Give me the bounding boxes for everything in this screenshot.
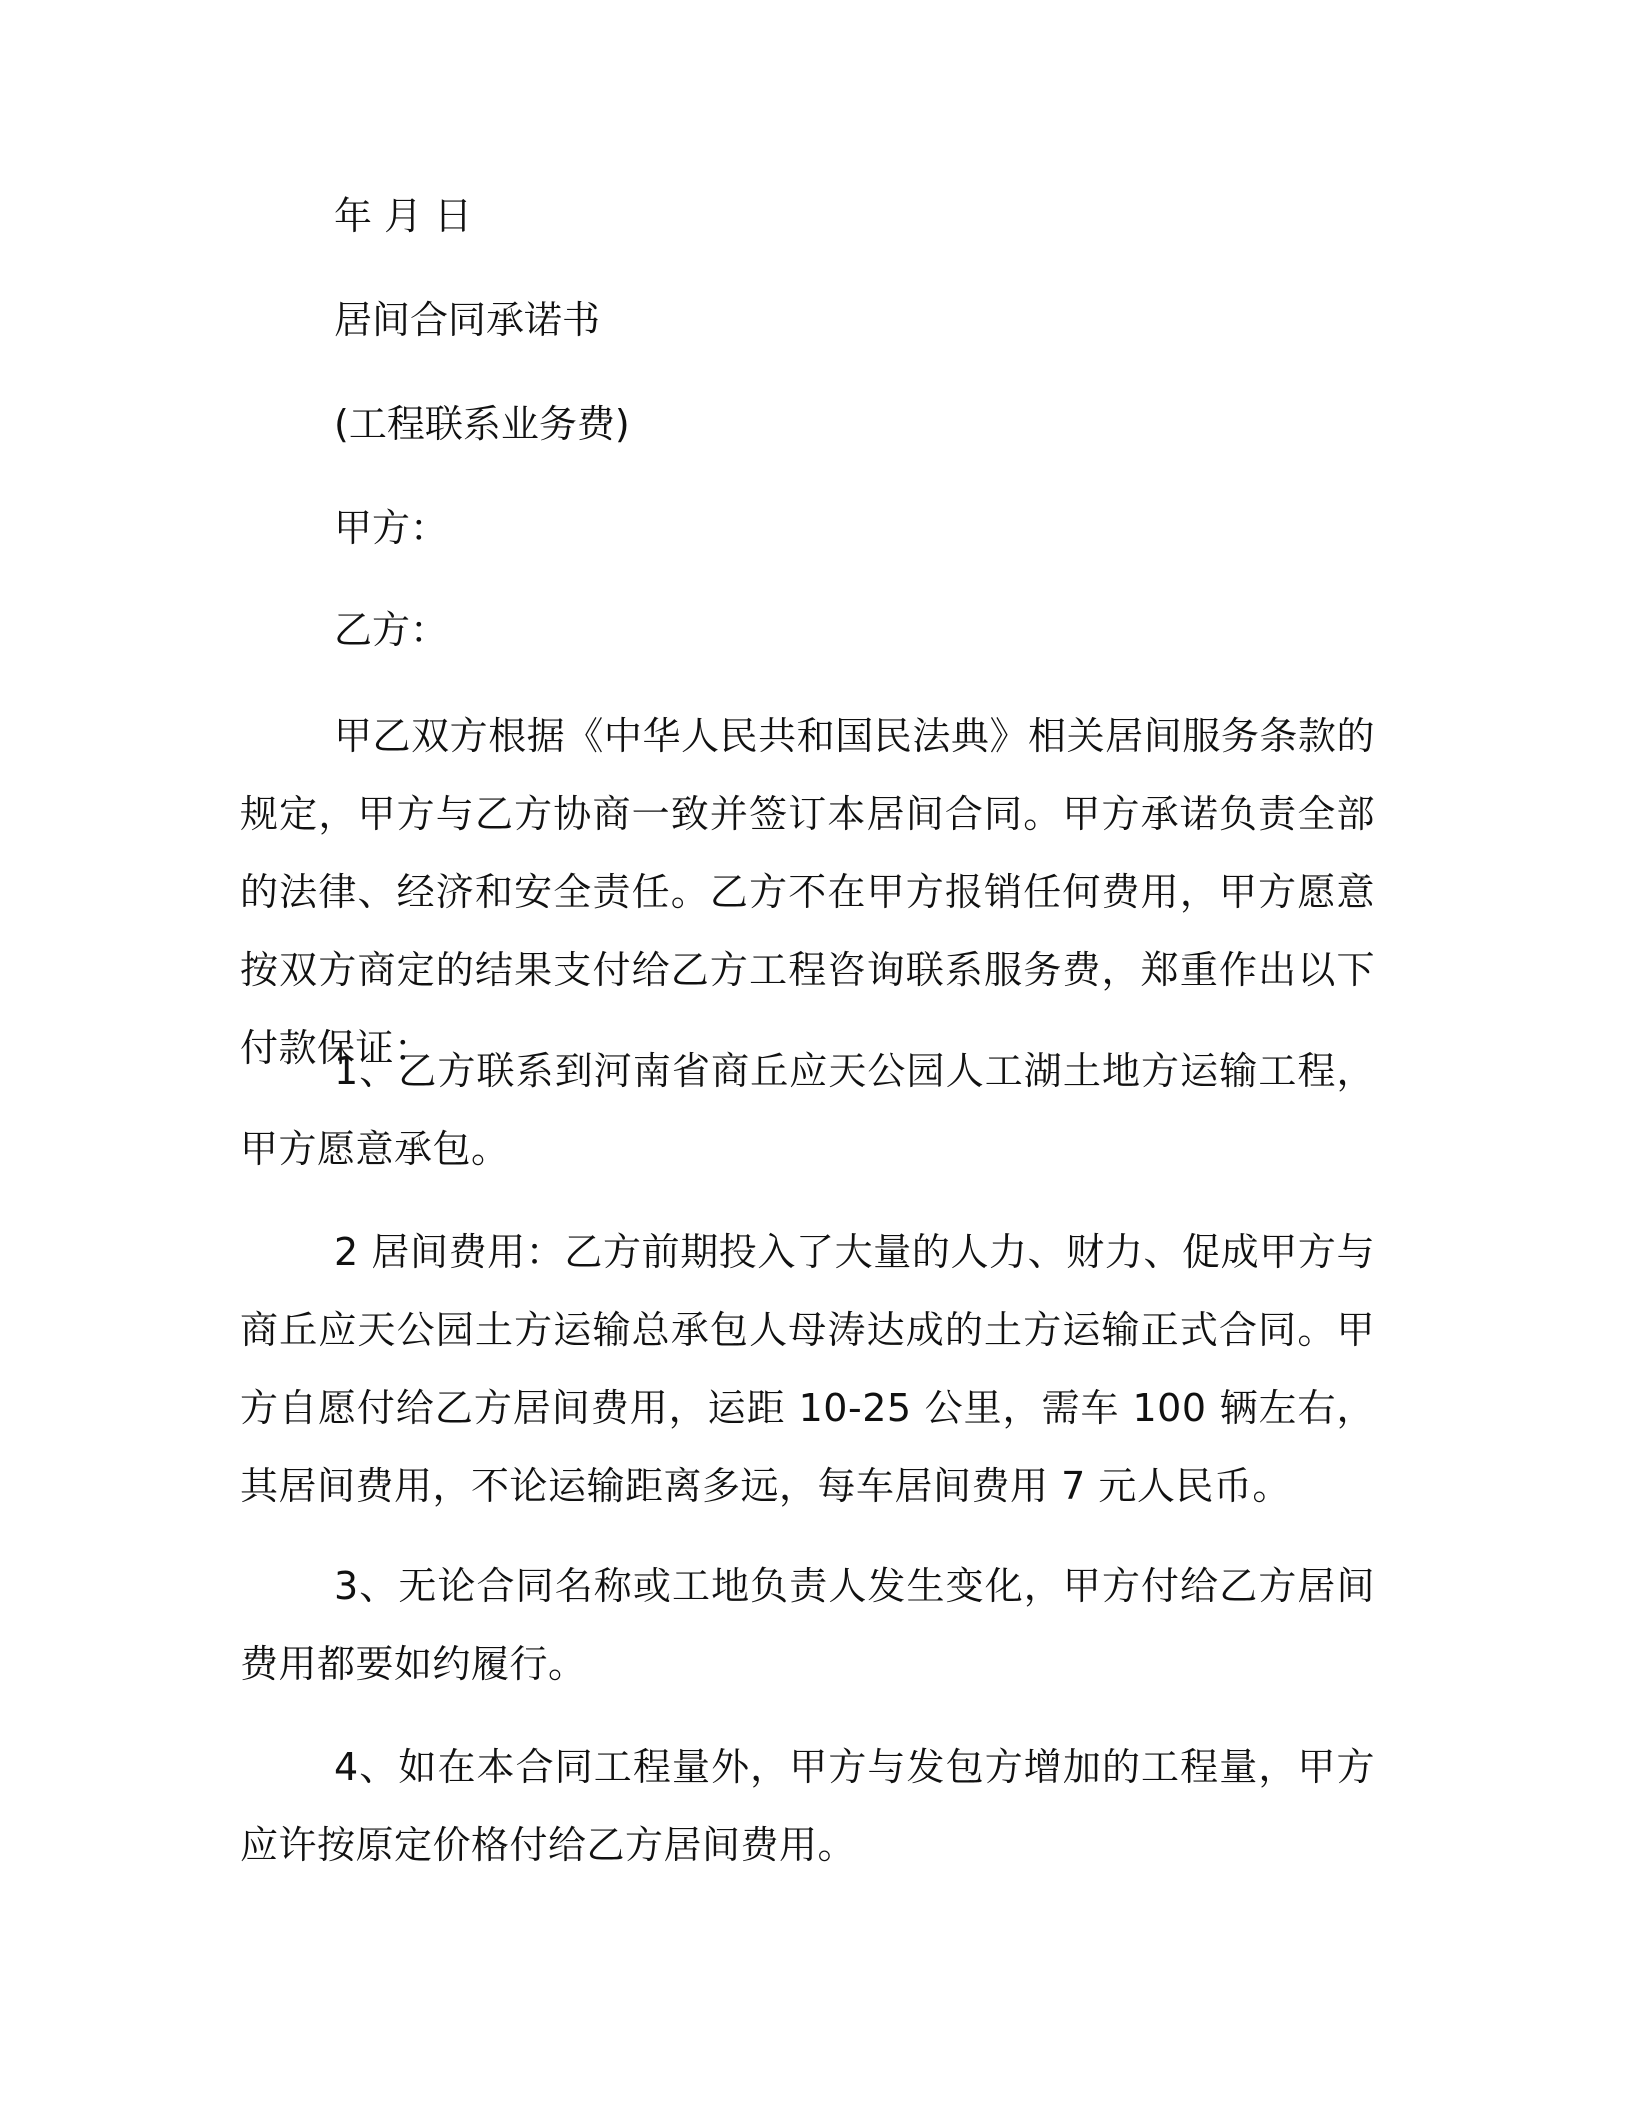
date-line: 年 月 日 <box>334 194 473 238</box>
clause-1: 1、乙方联系到河南省商丘应天公园人工湖土地方运输工程，甲方愿意承包。 <box>240 1049 1375 1171</box>
clause-3: 3、无论合同名称或工地负责人发生变化，甲方付给乙方居间费用都要如约履行。 <box>240 1564 1375 1686</box>
document-title: 居间合同承诺书 <box>334 298 601 342</box>
intro-paragraph: 甲乙双方根据《中华人民共和国民法典》相关居间服务条款的规定，甲方与乙方协商一致并签订本居间合同。甲方承诺负责全部的法律、经济和安全责任。乙方不在甲方报销任何费用，甲方愿意按双方商定的结果支付给乙方工程咨询联系服务费，郑重作出以下付款保证： <box>240 714 1375 1070</box>
document-subtitle: (工程联系业务费) <box>334 402 630 446</box>
clause-4: 4、如在本合同工程量外，甲方与发包方增加的工程量，甲方应许按原定价格付给乙方居间费用。 <box>240 1745 1375 1867</box>
party-b-label: 乙方： <box>334 608 449 652</box>
clause-2: 2 居间费用：乙方前期投入了大量的人力、财力、促成甲方与商丘应天公园土方运输总承包人母涛达成的土方运输正式合同。甲方自愿付给乙方居间费用，运距 10-25 公里，需车 100 辆左右，其居间费用，不论运输距离多远，每车居间费用 7 元人民币。 <box>240 1230 1375 1508</box>
party-a-label: 甲方： <box>334 506 449 550</box>
